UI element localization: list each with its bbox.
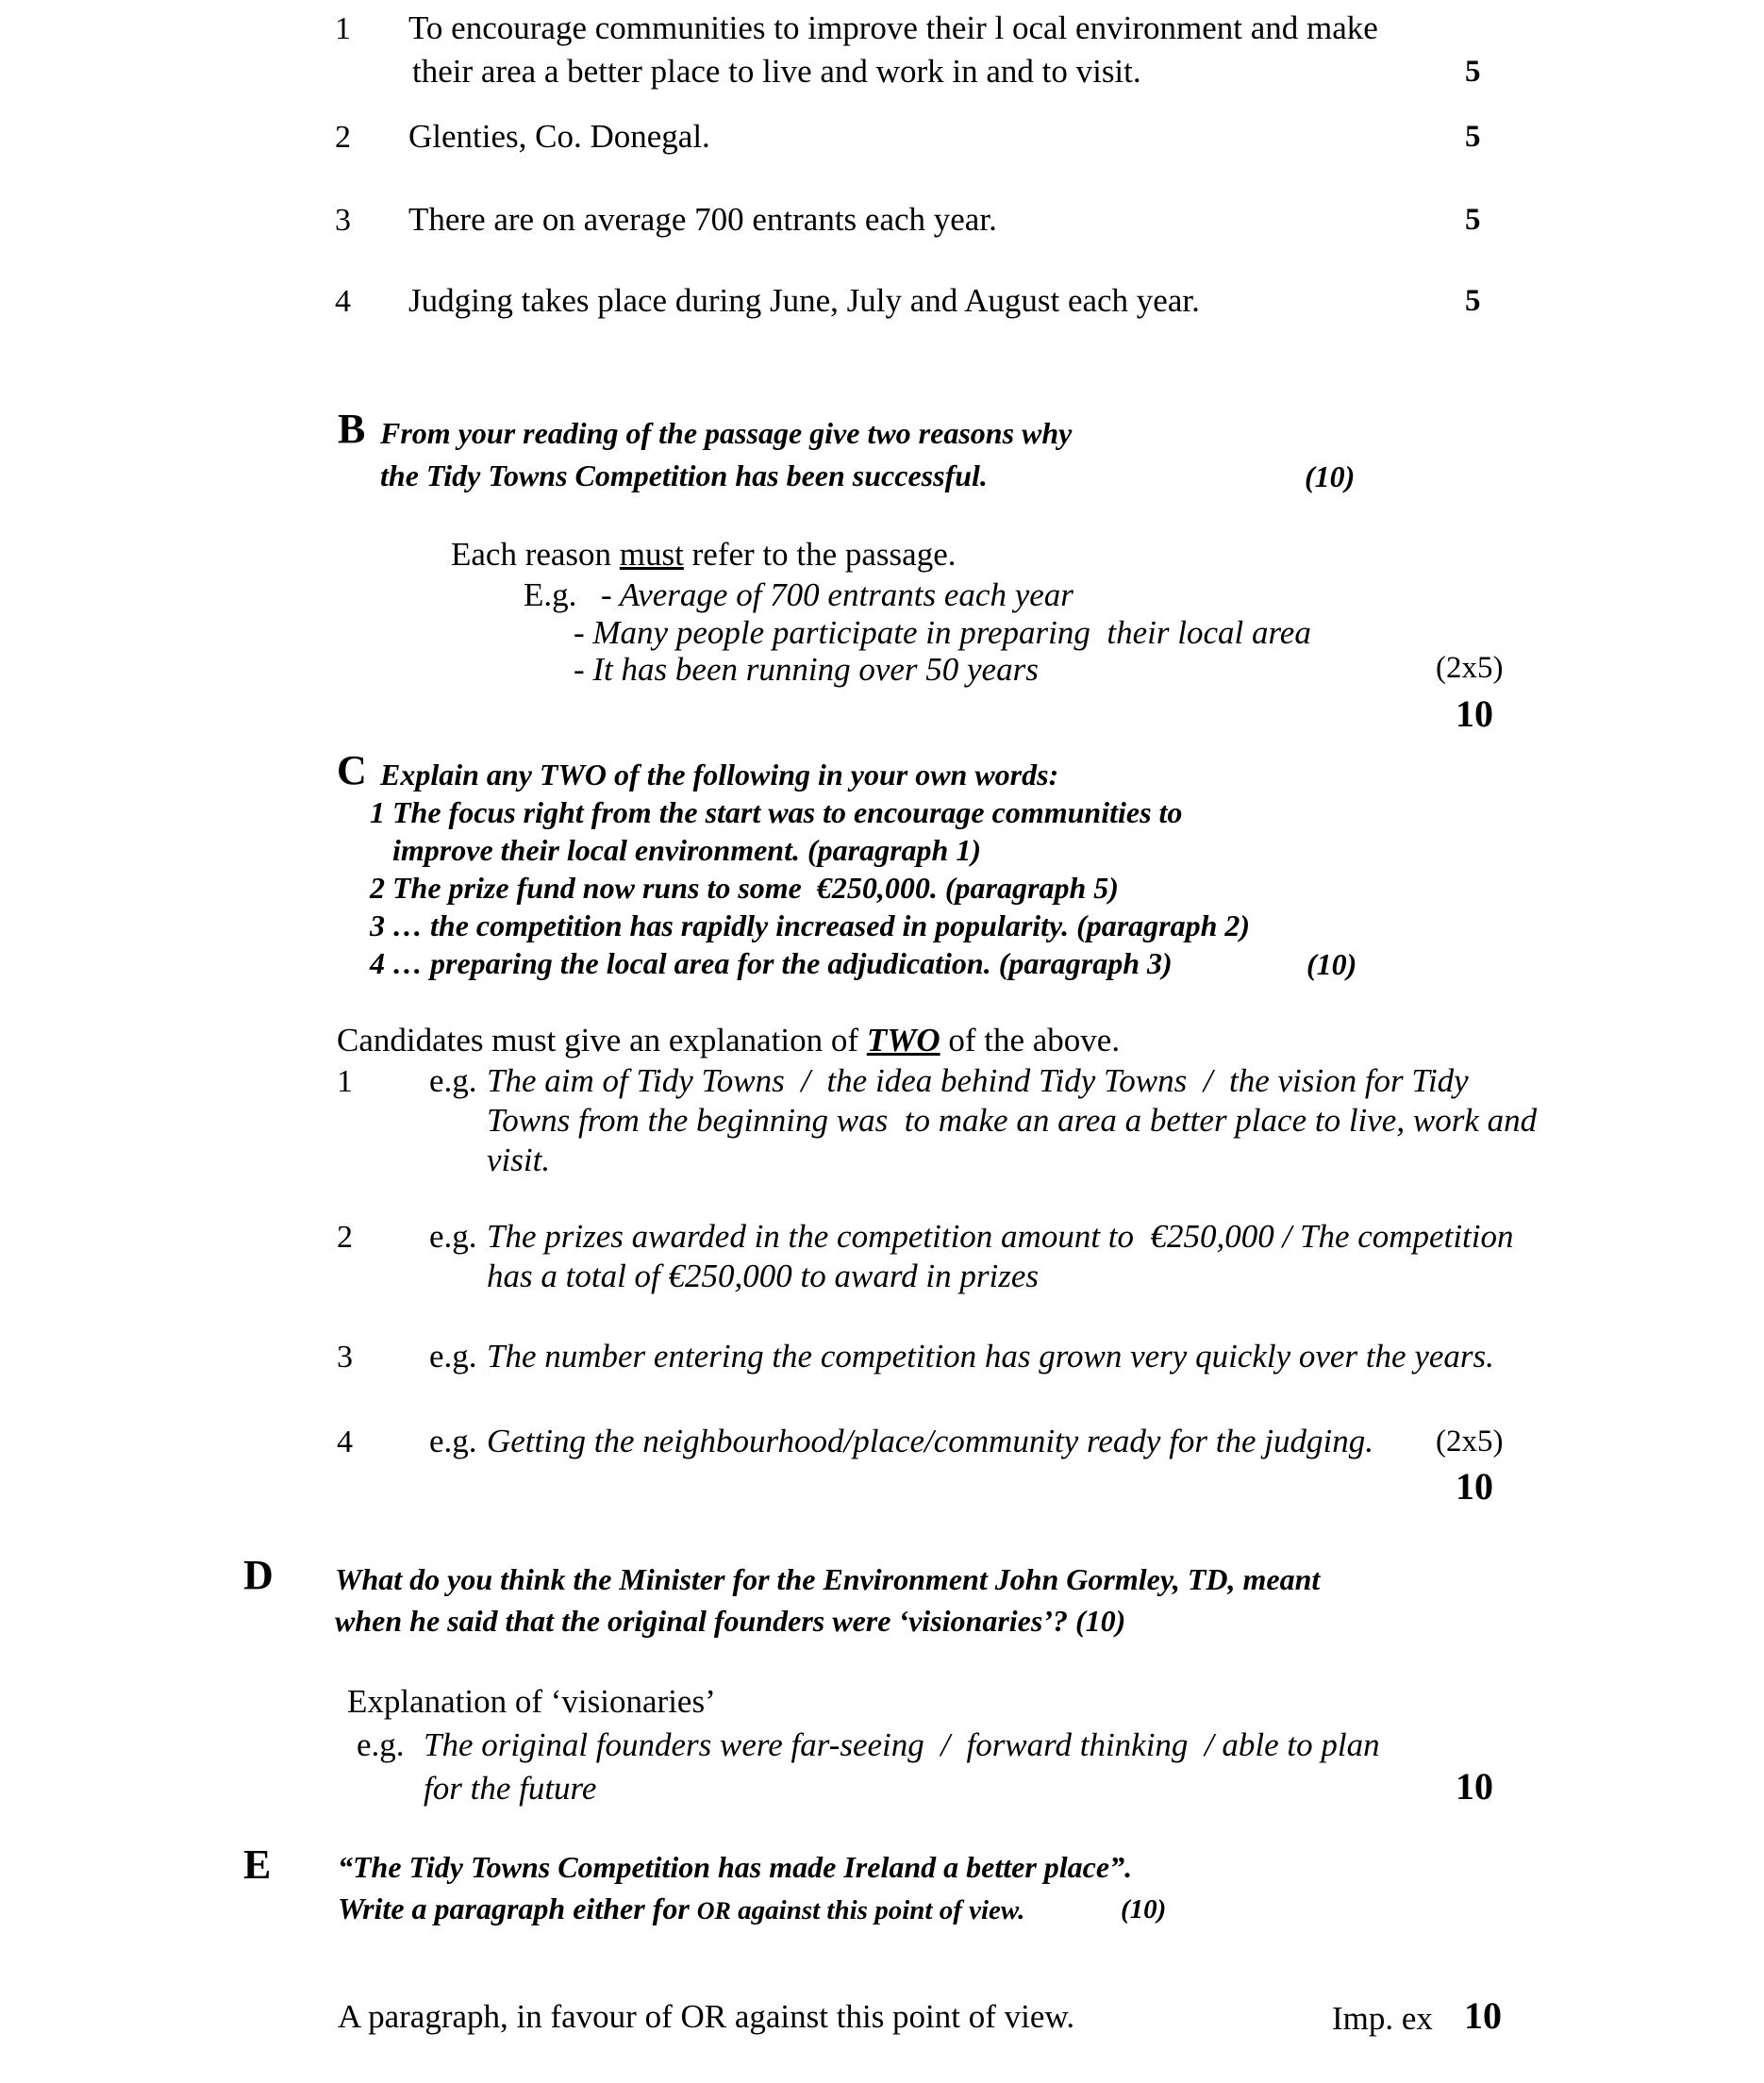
section-d-answer-line-2: for the future	[424, 1770, 597, 1807]
answer-text-1-line-1: To encourage communities to improve their l ocal environment and make	[408, 9, 1378, 46]
section-c-answer-1-eg: e.g.	[429, 1062, 477, 1099]
section-c-answer-2-eg: e.g.	[429, 1218, 477, 1255]
section-d-eg-label: e.g.	[357, 1726, 405, 1763]
section-b-question-mark: (10)	[1305, 459, 1356, 493]
section-letter-c: C	[337, 747, 367, 793]
section-c-question-item-1: 1 The focus right from the start was to encourage communities to	[370, 795, 1183, 829]
section-c-mark-total: 10	[1456, 1465, 1493, 1508]
answer-number-3: 3	[335, 203, 351, 238]
section-e-question-line-2-part-2: against this point of view.	[730, 1895, 1025, 1925]
section-b-example-1: - Average of 700 entrants each year	[601, 576, 1073, 613]
section-e-question-line-2	[338, 1893, 1024, 1925]
mark-answer-1: 5	[1465, 55, 1481, 89]
section-d-question-line-1: What do you think the Minister for the Environment John Gormley, TD, meant	[335, 1562, 1321, 1596]
section-b-instruction-suffix: refer to the passage.	[683, 536, 957, 573]
section-c-question-item-3: 3 … the competition has rapidly increased in popularity. (paragraph 2)	[370, 908, 1251, 942]
section-b-example-3: - It has been running over 50 years	[574, 651, 1039, 688]
section-c-instruction-prefix: Candidates must give an explanation of	[337, 1022, 867, 1058]
mark-answer-4: 5	[1465, 284, 1481, 318]
section-letter-d: D	[243, 1552, 274, 1598]
section-e-question-line-2-part-1: Write a paragraph either for	[338, 1891, 697, 1925]
section-c-question-item-2: 2 The prize fund now runs to some €250,000. (paragraph 5)	[370, 871, 1119, 905]
section-c-answer-1-line-3: visit.	[487, 1141, 551, 1178]
section-c-question-item-4: 4 … preparing the local area for the adjudication. (paragraph 3)	[370, 946, 1173, 980]
answer-text-2-line-1: Glenties, Co. Donegal.	[408, 118, 710, 155]
section-c-mark-breakdown: (2x5)	[1436, 1425, 1504, 1458]
section-c-answer-2-line-2: has a total of €250,000 to award in prizes	[487, 1258, 1040, 1294]
section-e-answer-line: A paragraph, in favour of OR against this point of view.	[338, 1998, 1075, 2035]
section-e-mark-label: Imp. ex	[1332, 2000, 1433, 2037]
answer-text-4-line-1: Judging takes place during June, July and August each year.	[408, 282, 1200, 319]
section-c-answer-2-line-1: The prizes awarded in the competition amount to €250,000 / The competition	[487, 1218, 1514, 1255]
section-b-example-2: - Many people participate in preparing their local area	[574, 614, 1311, 651]
section-c-instruction	[337, 1024, 1120, 1057]
section-c-answer-number-1: 1	[337, 1064, 353, 1099]
answer-number-1: 1	[335, 11, 351, 46]
section-c-question-heading: Explain any TWO of the following in your own words:	[380, 758, 1059, 792]
section-e-question-mark: (10)	[1121, 1894, 1167, 1925]
section-b-instruction-prefix: Each reason	[451, 536, 620, 573]
section-letter-b: B	[338, 406, 366, 452]
answer-text-1-line-2: their area a better place to live and work in and to visit.	[412, 53, 1141, 90]
section-e-mark-total: 10	[1464, 1994, 1502, 2037]
section-d-mark-total: 10	[1456, 1765, 1493, 1808]
section-b-instruction	[451, 538, 957, 571]
mark-answer-2: 5	[1465, 120, 1481, 154]
section-d-answer-line-1: The original founders were far-seeing / forward thinking / able to plan	[424, 1726, 1380, 1763]
section-c-answer-1-line-2: Towns from the beginning was to make an area a better place to live, work and	[487, 1102, 1538, 1139]
section-c-answer-1-line-1: The aim of Tidy Towns / the idea behind Tidy Towns / the vision for Tidy	[487, 1062, 1469, 1099]
section-b-eg-label: E.g.	[524, 576, 577, 613]
mark-answer-3: 5	[1465, 203, 1481, 237]
section-c-instruction-emphasis: TWO	[866, 1022, 940, 1058]
section-c-question-item-1b: improve their local environment. (paragraph 1)	[370, 833, 981, 867]
section-d-answer-heading: Explanation of ‘visionaries’	[347, 1683, 716, 1720]
section-letter-e: E	[243, 1841, 272, 1888]
section-c-answer-number-3: 3	[337, 1340, 353, 1375]
section-c-answer-4-eg: e.g.	[429, 1423, 477, 1459]
answer-text-3-line-1: There are on average 700 entrants each year.	[408, 201, 997, 238]
section-c-answer-3-eg: e.g.	[429, 1338, 477, 1375]
section-c-instruction-suffix: of the above.	[940, 1022, 1121, 1058]
section-c-answer-number-2: 2	[337, 1220, 353, 1255]
section-b-instruction-underlined: must	[619, 536, 684, 573]
section-b-mark-breakdown: (2x5)	[1436, 651, 1504, 685]
section-e-question-line-2-or: OR	[696, 1897, 731, 1925]
section-b-question-line-1: From your reading of the passage give two reasons why	[380, 416, 1073, 450]
answer-number-2: 2	[335, 120, 351, 155]
section-c-answer-4-line-1: Getting the neighbourhood/place/community ready for the judging.	[487, 1423, 1373, 1459]
section-b-mark-total: 10	[1456, 692, 1493, 735]
section-e-question-line-1: “The Tidy Towns Competition has made Ireland a better place”.	[338, 1850, 1133, 1884]
section-d-question-line-2: when he said that the original founders were ‘visionaries’? (10)	[335, 1604, 1126, 1638]
section-c-answer-number-4: 4	[337, 1425, 353, 1459]
answer-number-4: 4	[335, 284, 351, 319]
section-c-answer-3-line-1: The number entering the competition has grown very quickly over the years.	[487, 1338, 1494, 1375]
section-c-question-mark: (10)	[1306, 947, 1357, 981]
section-b-question-line-2: the Tidy Towns Competition has been successful.	[380, 458, 988, 492]
